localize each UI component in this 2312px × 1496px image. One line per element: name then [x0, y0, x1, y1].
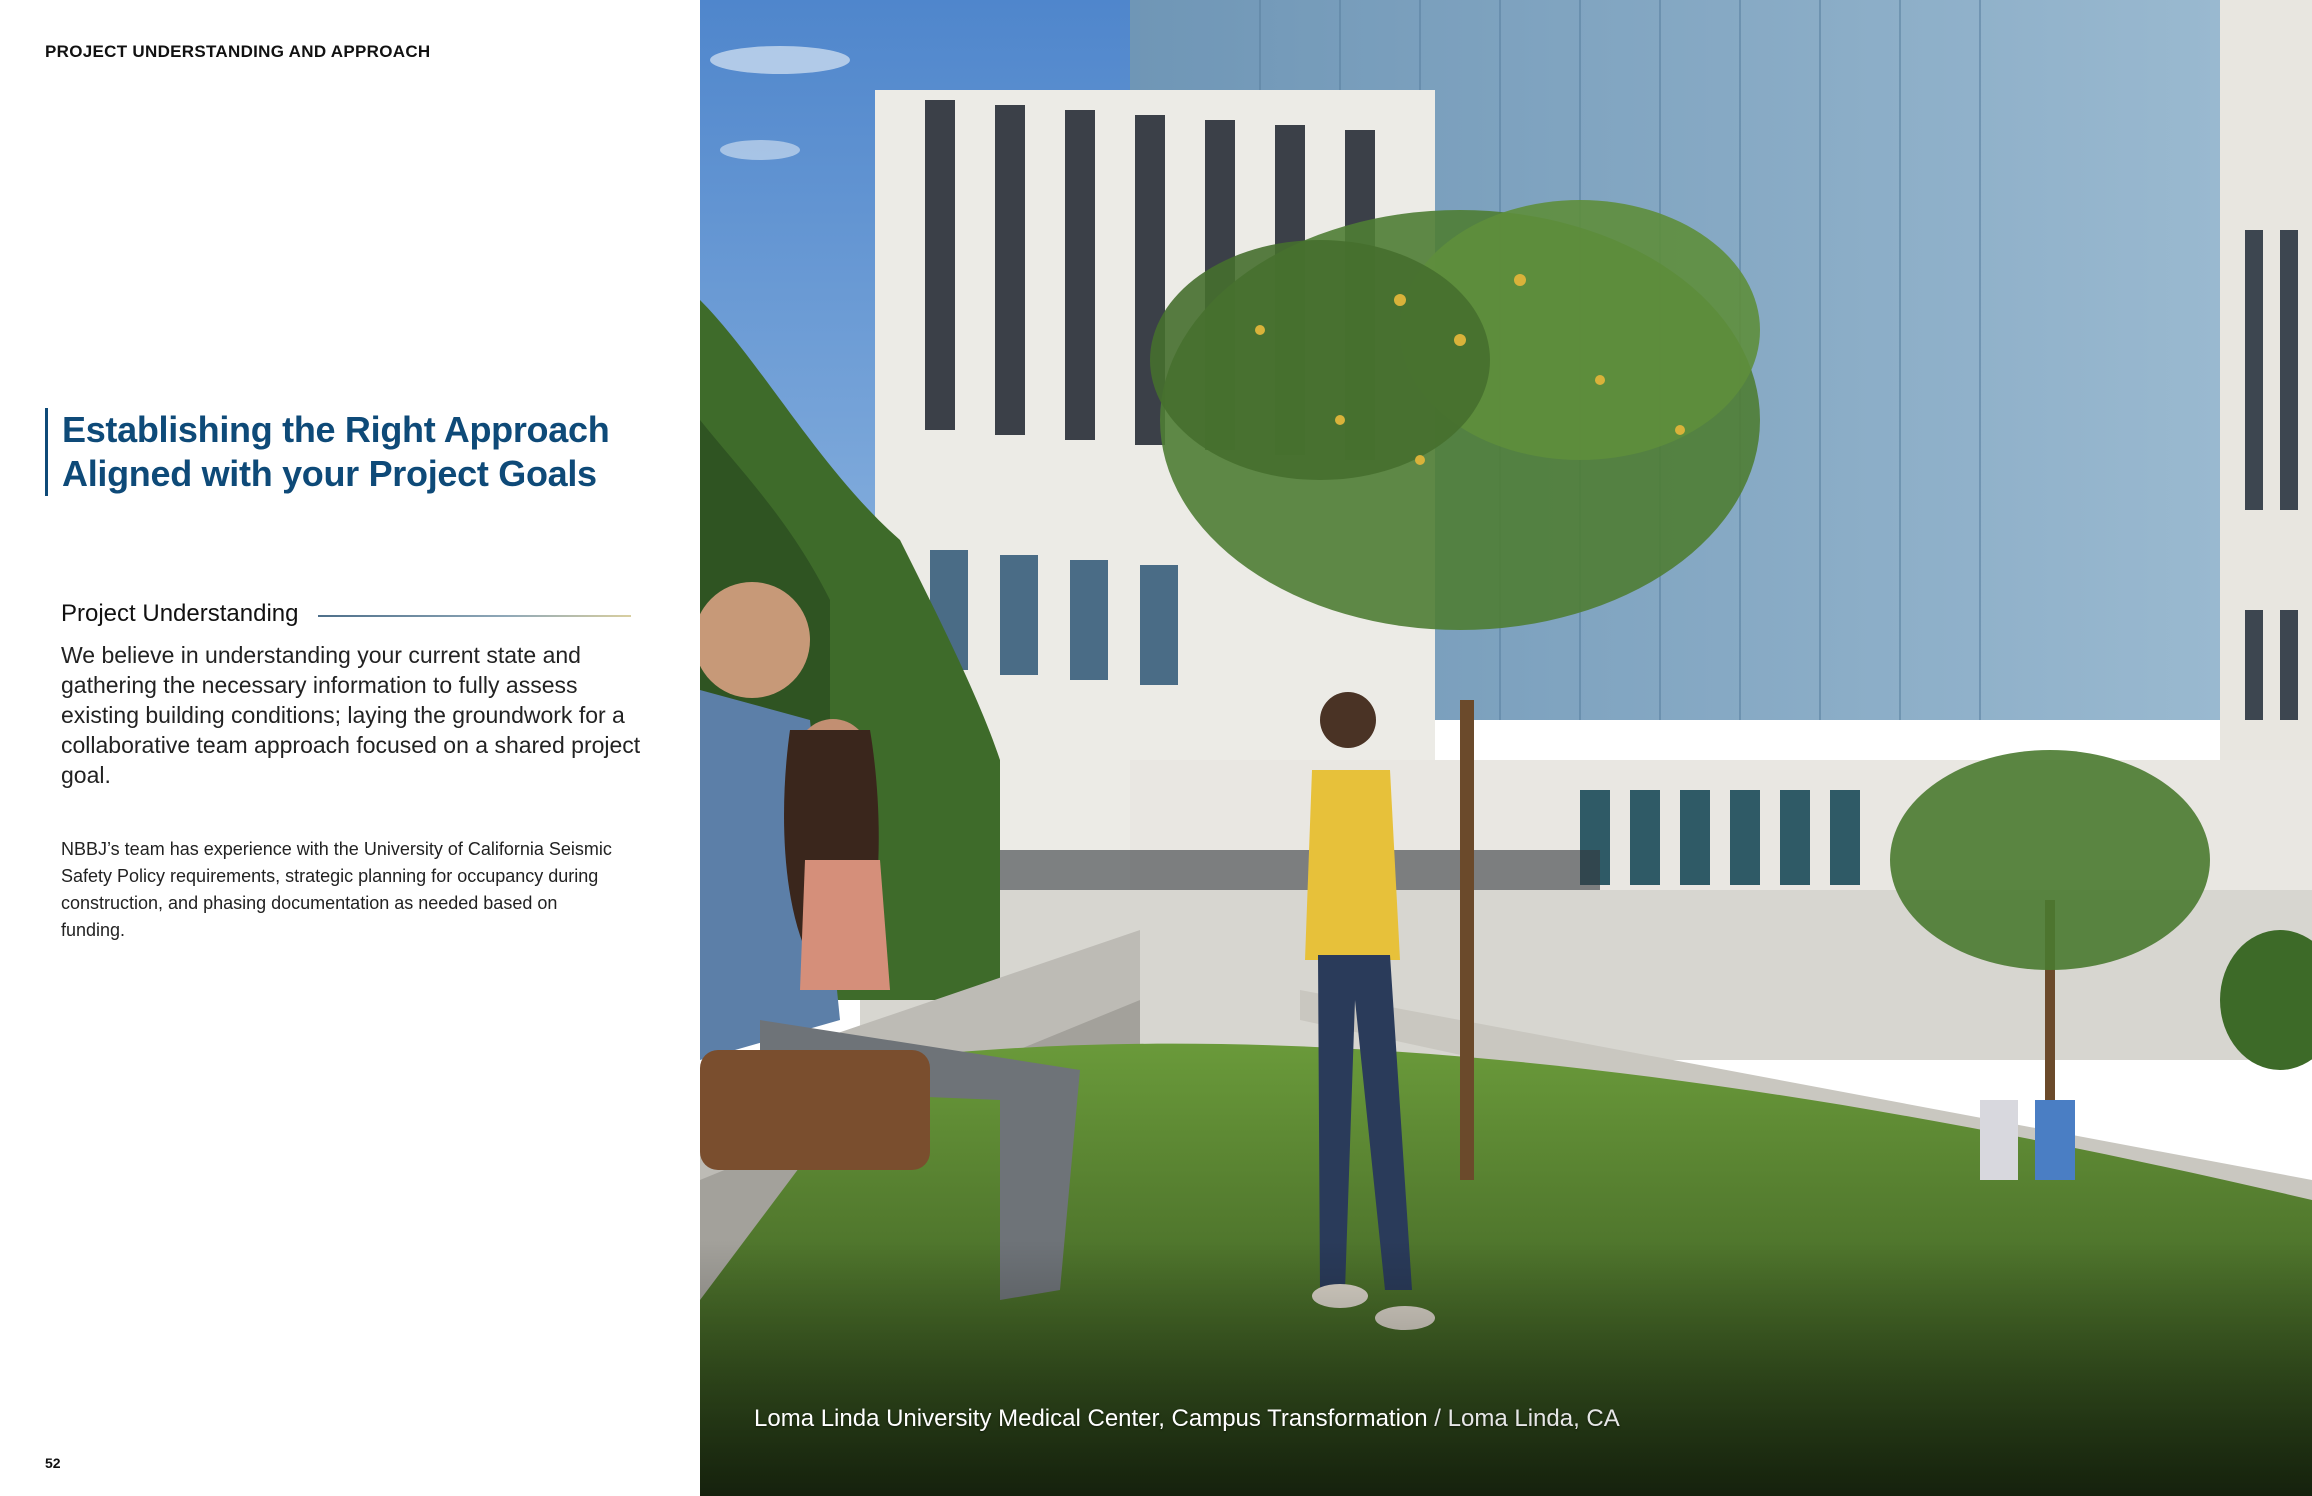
heading-line-1: Establishing the Right Approach	[62, 409, 610, 450]
heading-line-2: Aligned with your Project Goals	[62, 453, 597, 494]
subheading: Project Understanding	[61, 600, 299, 627]
page-heading	[45, 408, 662, 496]
section-label: PROJECT UNDERSTANDING AND APPROACH	[45, 42, 431, 61]
campus-photo-illustration	[700, 0, 2312, 1496]
subheading-row	[61, 600, 631, 628]
subheading-rule	[318, 615, 631, 617]
body-paragraph-1: We believe in understanding your current state and gathering the necessary information to fully assess existing building conditions; laying the groundwork for a collaborative team approach focused on a shared project goal.	[61, 642, 641, 788]
caption-title: Loma Linda University Medical Center, Campus Transformation	[754, 1405, 1428, 1432]
text-panel	[0, 0, 700, 1496]
campus-photo	[700, 0, 2312, 1496]
caption-separator: /	[1427, 1405, 1448, 1432]
caption-location: Loma Linda, CA	[1447, 1405, 1620, 1432]
photo-caption	[754, 1405, 1620, 1433]
body-paragraph-2: NBBJ’s team has experience with the University of California Seismic Safety Policy requirements, strategic planning for occupancy during construction, and phasing documentation as needed based on funding.	[61, 839, 612, 940]
page-number: 52	[45, 1455, 61, 1471]
